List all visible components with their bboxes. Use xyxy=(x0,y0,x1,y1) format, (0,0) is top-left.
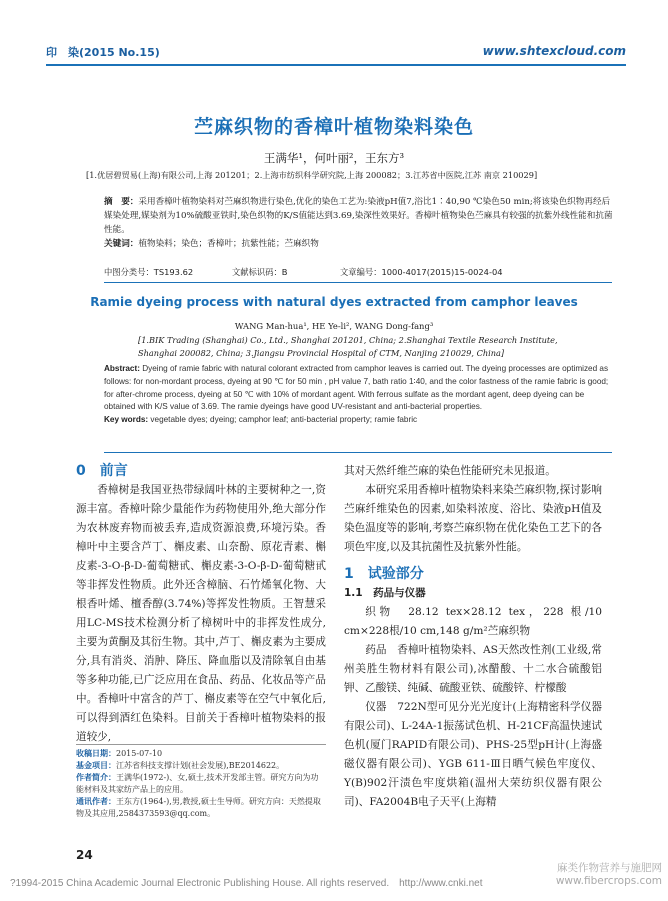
english-abstract xyxy=(104,363,614,427)
body-paragraph: 其对天然纤维苎麻的染色性能研究未见报道。 xyxy=(344,465,556,477)
chinese-abstract xyxy=(104,195,614,251)
clc-number: 中图分类号：TS193.62 xyxy=(104,267,194,277)
abstract-label: 摘 要： xyxy=(104,197,139,207)
journal-website-link[interactable]: www.shtexcloud.com xyxy=(482,44,626,58)
keywords-label: 关键词： xyxy=(104,239,139,249)
page-number: 24 xyxy=(76,848,93,862)
english-keywords-text: vegetable dyes; dyeing; camphor leaf; anti-bacterial property; ramie fabric xyxy=(150,415,418,425)
section-heading-experimental: 1 试验部分 xyxy=(344,566,424,582)
divider xyxy=(104,452,612,453)
fund-info: 江苏省科技支撑计划(社会发展),BE2014622。 xyxy=(116,761,285,770)
body-paragraph: 香樟树是我国亚热带绿阔叶林的主要树种之一,资源丰富。香樟叶除少量能作为药物使用外,绝大部分作为农林废弃物而被丢弃,造成资源浪费,环境污染。香樟叶中主要含芦丁、槲皮素、山奈酚、原花青素、槲皮素-3-O-β-D-葡萄糖甙、槲皮素-3-O-β-D-葡萄糖甙等非挥发性物质。此外还含樟脑、石竹烯氧化物、大根香叶烯、檀香醇(3.74%)等挥发性物质。王智慧采用LC-MS技术检测分析了樟树叶中的非挥发性成分,主要为黄酮及其衍生物。其中,芦丁、槲皮素为主要成分,具有消炎、消肿、降压、降血脂以及清除氧自由基等多种功能,已广泛应用在食品、药品、化妆品等产品中。香樟叶中富含的芦丁、槲皮素等在空气中氧化后,可以得到酒红色染料。目前关于香樟叶植物染料的报道较少, xyxy=(76,484,326,743)
document-code: 文献标识码：B xyxy=(232,267,288,277)
watermark: 麻类作物营养与施肥网 www.fibercrops.com xyxy=(555,862,662,887)
english-abstract-label: Abstract: xyxy=(104,364,140,373)
body-paragraph: 本研究采用香樟叶植物染料来染苎麻织物,探讨影响苎麻纤维染色的因素,如染料浓度、浴比、染液pH值及染色温度等的影响,考察苎麻织物在优化染色工艺下的各项色牢度,以及其抗菌性及抗紫外性能。 xyxy=(344,484,602,553)
article-title: 苎麻织物的香樟叶植物染料染色 xyxy=(193,116,474,138)
english-authors: WANG Man-hua¹, HE Ye-li², WANG Dong-fang³ xyxy=(234,321,434,331)
journal-issue: 印 染(2015 No.15) xyxy=(46,46,160,59)
fabric-paragraph: 织物 28.12 tex×28.12 tex，228 根/10 cm×228根/10 cm,148 g/m²苎麻织物 xyxy=(344,606,602,637)
english-abstract-text: Dyeing of ramie fabric with natural colorant extracted from camphor leaves is carried out. The dyeing processes are optimized as follows: for non-mordant process, dyeing at 90 ℃ for 50 min , pH value 7, bath ratio 1∶40, and the color fastness of the ramie fabric is good; for after-chrome process, dyeing at 50 ℃ with 10% of mordant agent. With ferrous sulfate as the mordant agent, deep dyeing can be obtained with K/S value of 3.69. The ramie dyeings have good UV-resistant and anti-bacterial properties. xyxy=(104,364,609,412)
english-affiliations: [1.BIK Trading (Shanghai) Co., Ltd., Shanghai 201201, China; 2.Shanghai Textile Research Institute, Shanghai 200082, China; 3.Jiangsu Provincial Hospital of CTM, Nanjing 210029, China] xyxy=(138,335,558,358)
corresponding-author: 王东方(1964-),男,教授,硕士生导师。研究方向：天然提取物及其应用,2584373593@qq.com。 xyxy=(76,797,321,818)
abstract-text: 采用香樟叶植物染料对苎麻织物进行染色,优化的染色工艺为:染液pH值7,浴比1∶40,90 ℃染色50 min;将该染色织物再经后媒染处理,媒染剂为10%硫酸亚铁时,染色织物的K/S值能达到3.69,染深性效果好。香樟叶植物染色苎麻具有较强的抗紫外线性能和抗菌性能。 xyxy=(104,197,613,235)
footnote: 收稿日期：2015-07-10 基金项目：江苏省科技支撑计划(社会发展),BE2014622。 作者简介：王满华(1972-)、女,硕士,技术开发部主管。研究方向为功能材料及其家纺产品上的应用。 通讯作者：王东方(1964-),男,教授,硕士生导师。研究方向：天然提取物及其应用,2584373593@qq.com。 xyxy=(76,744,326,820)
right-column xyxy=(344,462,602,812)
article-authors: 王满华¹，何叶丽²，王东方³ xyxy=(263,151,405,165)
running-header xyxy=(46,44,626,66)
subsection-heading: 1.1 药品与仪器 xyxy=(344,587,426,599)
keywords-text: 植物染料；染色；香樟叶；抗紫性能；苎麻织物 xyxy=(138,239,319,249)
left-column xyxy=(76,462,326,747)
english-keywords-label: Key words: xyxy=(104,415,149,425)
copyright-notice: ?1994-2015 China Academic Journal Electronic Publishing House. All rights reserved. http://www.cnki.net xyxy=(10,878,483,889)
instruments-paragraph: 仪器 722N型可见分光光度计(上海精密科学仪器有限公司)、L-24A-1振荡试色机、H-21CF高温快速试色机(厦门RAPID有限公司)、PHS-25型pH计(上海盛磁仪器有限公司)、YGB 611-Ⅲ日晒气候色牢度仪、Y(B)902汗渍色牢度烘箱(温州大荣纺织仪器有限公司)、FA2004B电子天平(上海精 xyxy=(344,701,602,808)
author-bio: 王满华(1972-)、女,硕士,技术开发部主管。研究方向为功能材料及其家纺产品上的应用。 xyxy=(76,773,319,794)
divider xyxy=(104,282,612,283)
article-number: 文章编号：1000-4017(2015)15-0024-04 xyxy=(340,267,503,277)
section-heading-introduction: 0 前言 xyxy=(76,463,128,479)
english-title: Ramie dyeing process with natural dyes extracted from camphor leaves xyxy=(90,295,578,309)
author-affiliations: [1.优居碧贸易(上海)有限公司,上海 201201；2.上海市纺织科学研究院,上海 200082；3.江苏省中医院,江苏 南京 210029] xyxy=(86,170,538,180)
chemicals-paragraph: 药品 香樟叶植物染料、AS天然改性剂(工业级,常州美胜生物材料有限公司),冰醋酸、十二水合硫酸铝钾、乙酸镁、纯碱、硫酸亚铁、硫酸锌、柠檬酸 xyxy=(344,644,602,694)
received-date: 2015-07-10 xyxy=(116,749,163,758)
